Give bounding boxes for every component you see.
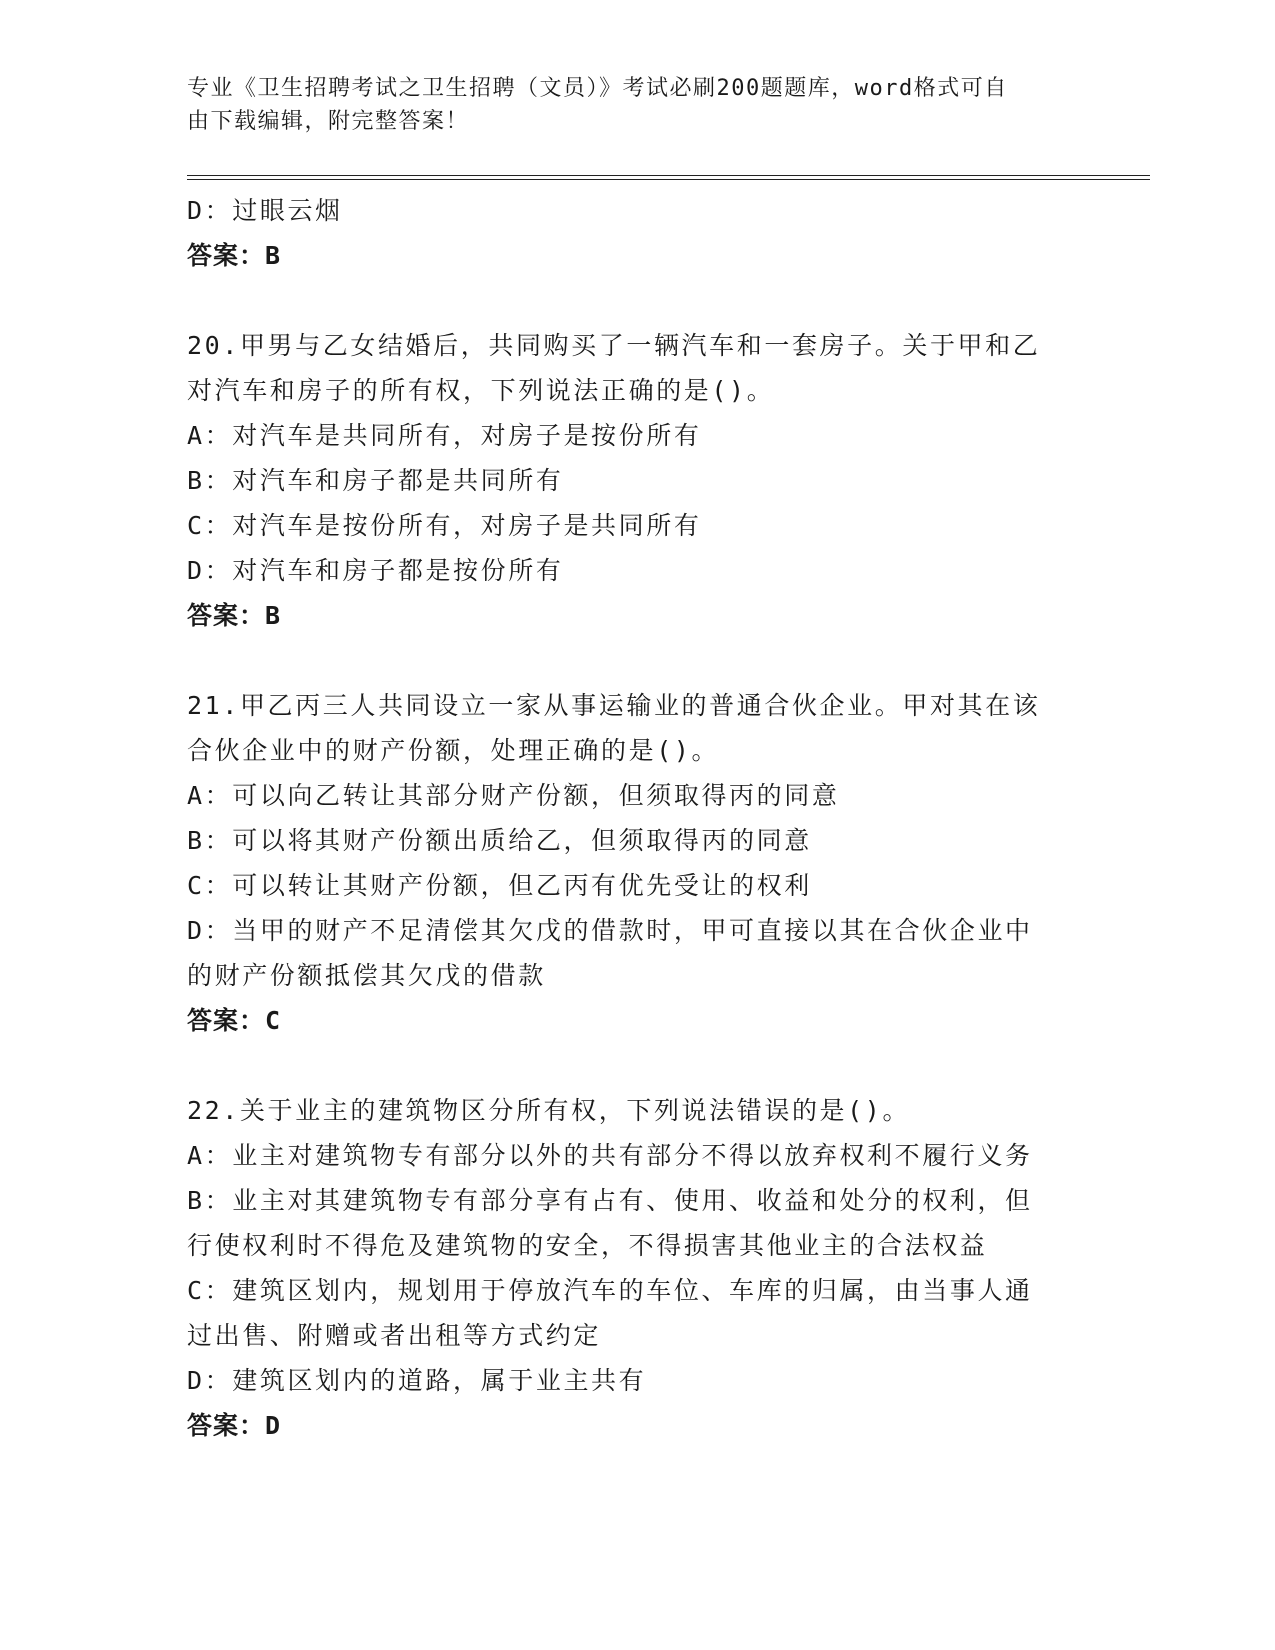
header-line: 由下载编辑，附完整答案！ (187, 109, 470, 134)
question-content (187, 188, 1067, 1448)
answer-line: 答案：C (187, 1006, 282, 1035)
question-block (187, 683, 1067, 1043)
question-block (187, 1088, 1067, 1448)
option-d: 的财产份额抵偿其欠戊的借款 (187, 961, 546, 990)
question-stem: 22.关于业主的建筑物区分所有权，下列说法错误的是()。 (187, 1096, 911, 1125)
header-divider (187, 175, 1150, 180)
option-c: C：建筑区划内，规划用于停放汽车的车位、车库的归属，由当事人通 (187, 1276, 1033, 1305)
option-b: B：对汽车和房子都是共同所有 (187, 466, 564, 495)
option-a: A：业主对建筑物专有部分以外的共有部分不得以放弃权利不履行义务 (187, 1141, 1033, 1170)
answer-line: 答案：B (187, 601, 282, 630)
option-c: C：对汽车是按份所有，对房子是共同所有 (187, 511, 702, 540)
option-b: B：可以将其财产份额出质给乙，但须取得丙的同意 (187, 826, 812, 855)
option-a: A：对汽车是共同所有，对房子是按份所有 (187, 421, 702, 450)
option-a: A：可以向乙转让其部分财产份额，但须取得丙的同意 (187, 781, 840, 810)
option-d: D：建筑区划内的道路，属于业主共有 (187, 1366, 647, 1395)
question-stem: 20.甲男与乙女结婚后，共同购买了一辆汽车和一套房子。关于甲和乙 (187, 331, 1041, 360)
question-stem: 21.甲乙丙三人共同设立一家从事运输业的普通合伙企业。甲对其在该 (187, 691, 1041, 720)
question-stem: 对汽车和房子的所有权，下列说法正确的是()。 (187, 376, 775, 405)
option-d: D：对汽车和房子都是按份所有 (187, 556, 564, 585)
page-header (187, 72, 1067, 138)
option-d: D：过眼云烟 (187, 196, 343, 225)
question-stem: 合伙企业中的财产份额，处理正确的是()。 (187, 736, 720, 765)
header-line: 专业《卫生招聘考试之卫生招聘（文员）》考试必刷200题题库，word格式可自 (187, 76, 1008, 101)
answer-line: 答案：D (187, 1411, 282, 1440)
question-block (187, 323, 1067, 638)
option-d: D：当甲的财产不足清偿其欠戊的借款时，甲可直接以其在合伙企业中 (187, 916, 1033, 945)
option-c: C：可以转让其财产份额，但乙丙有优先受让的权利 (187, 871, 812, 900)
option-c: 过出售、附赠或者出租等方式约定 (187, 1321, 602, 1350)
option-b: B：业主对其建筑物专有部分享有占有、使用、收益和处分的权利，但 (187, 1186, 1033, 1215)
answer-line: 答案：B (187, 241, 282, 270)
option-b: 行使权利时不得危及建筑物的安全，不得损害其他业主的合法权益 (187, 1231, 988, 1260)
